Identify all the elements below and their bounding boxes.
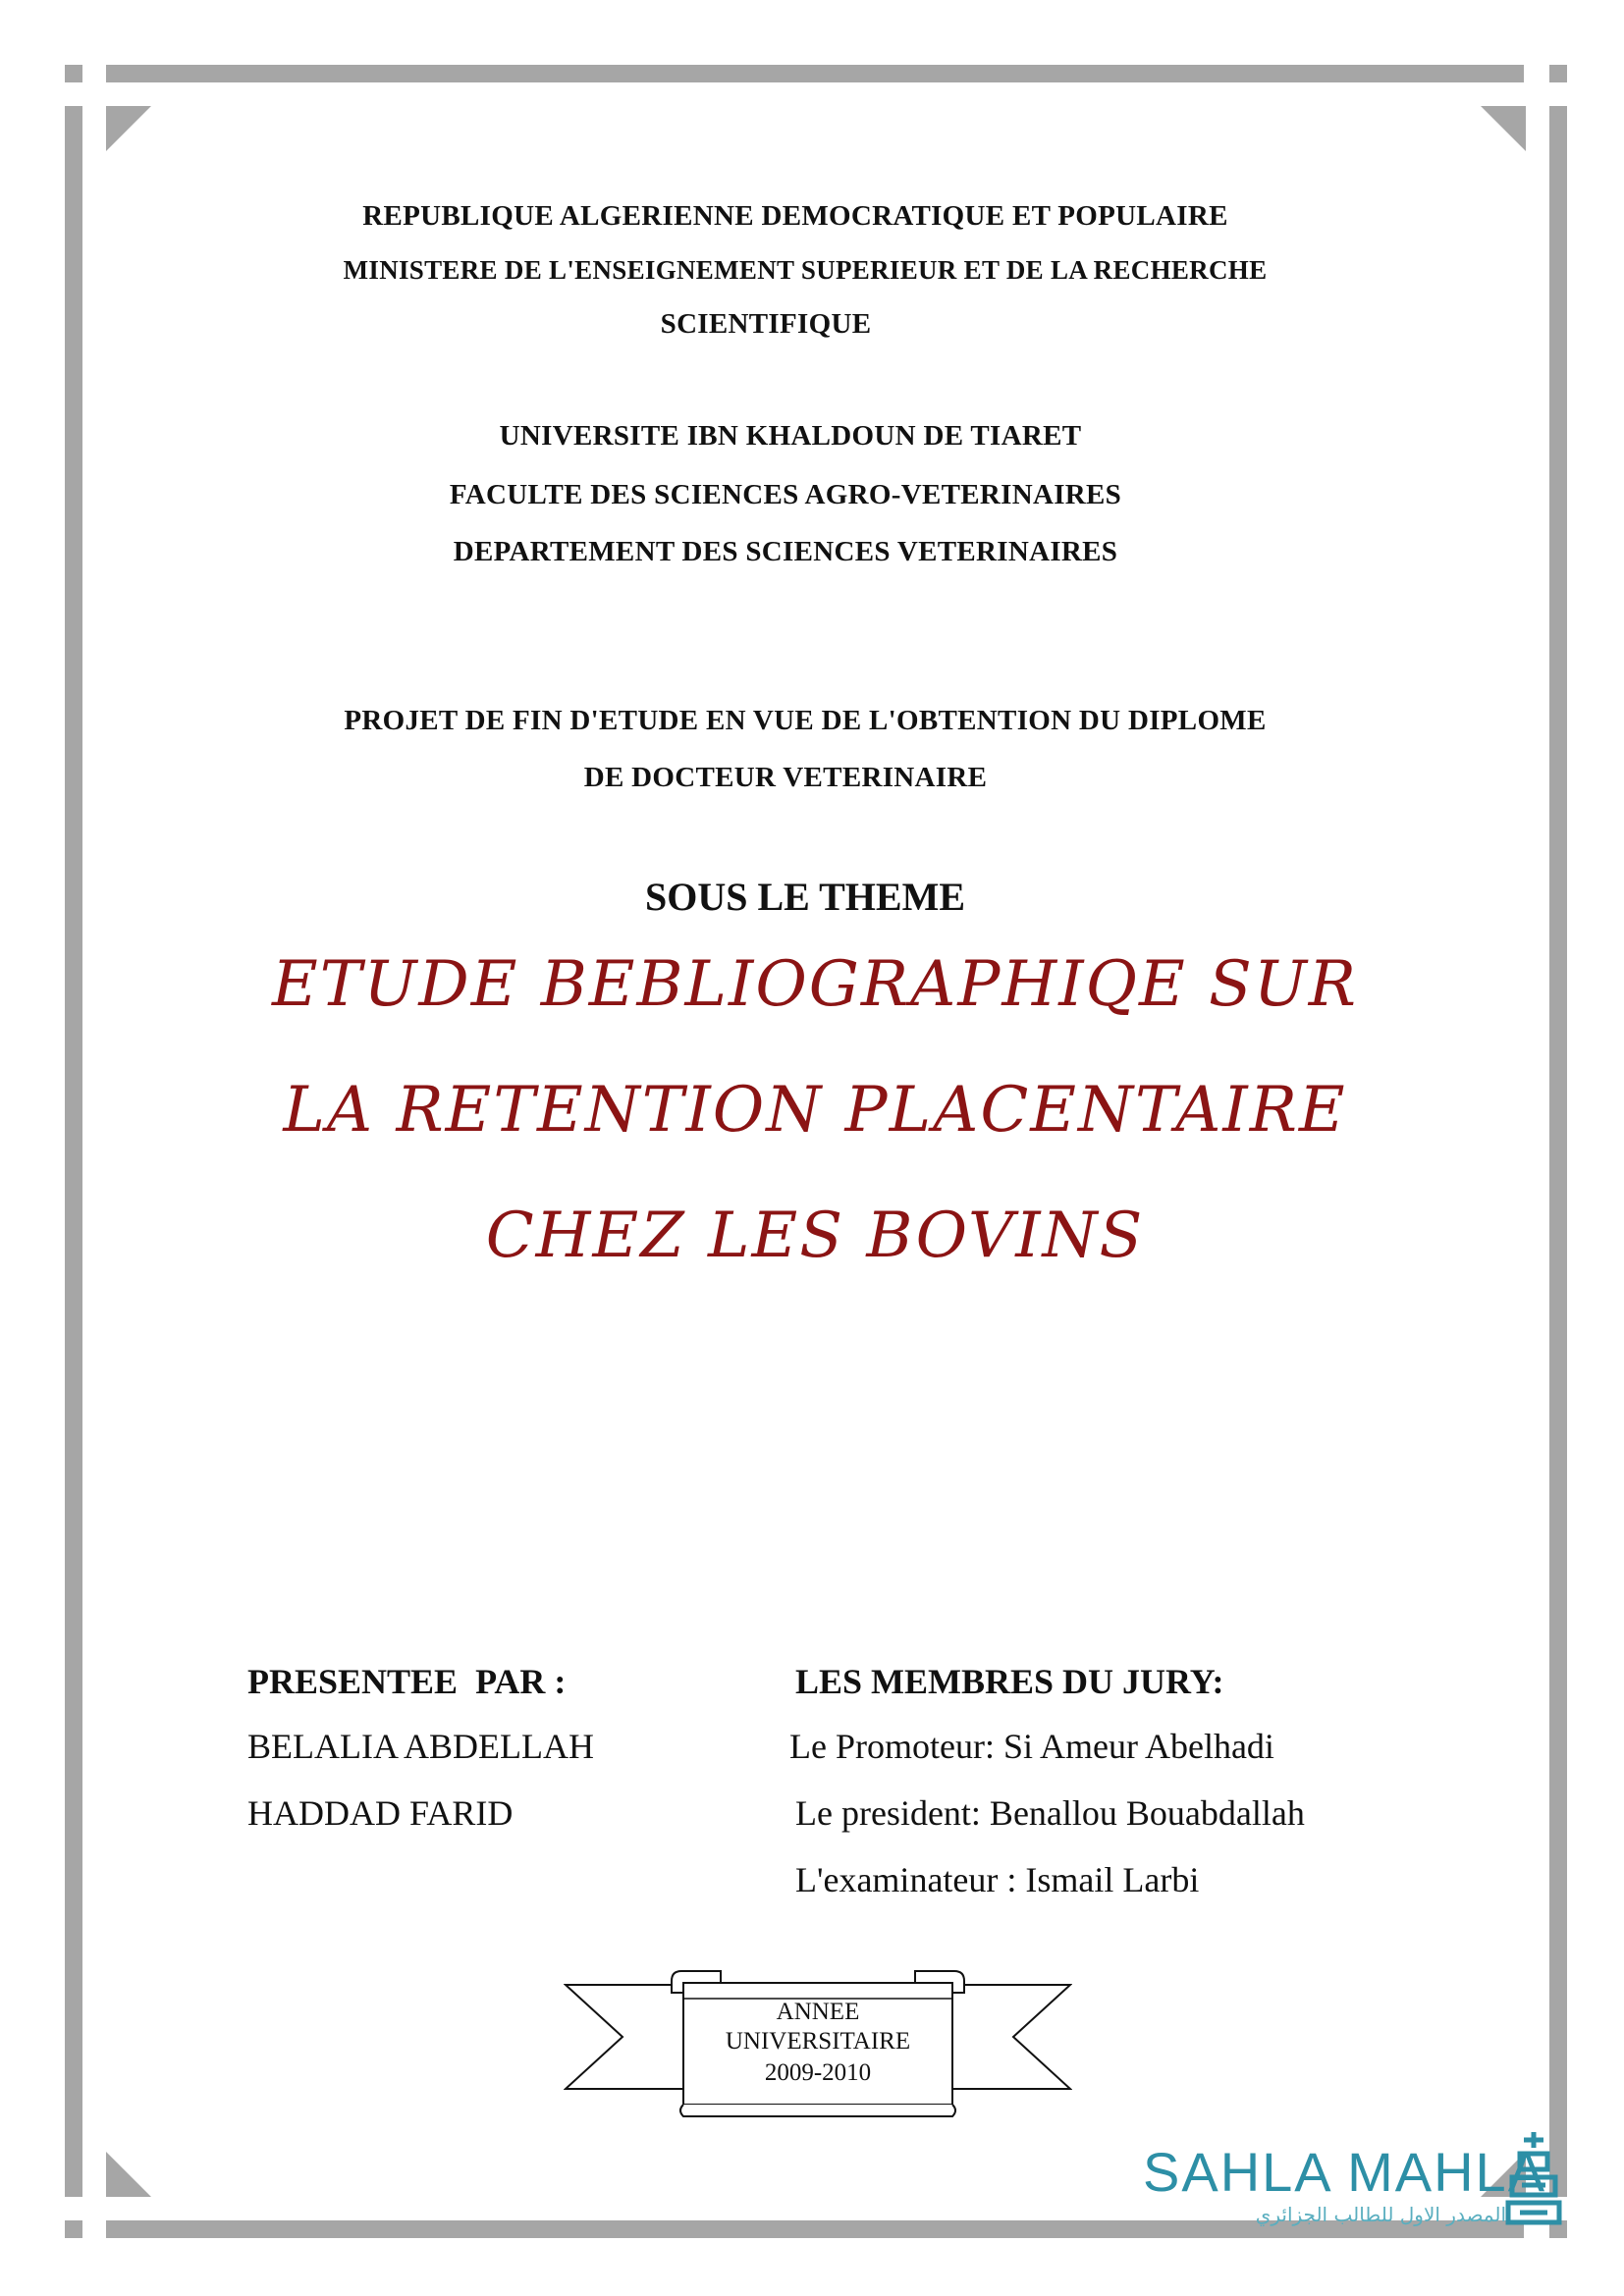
year-banner-line2: UNIVERSITAIRE — [725, 2028, 911, 2055]
jury-member: Le president: Benallou Bouabdallah — [795, 1793, 1305, 1833]
jury-member: Le Promoteur: Si Ameur Abelhadi — [789, 1727, 1274, 1766]
frame-corner-bl — [65, 2220, 82, 2238]
watermark-emblem-icon — [1502, 2128, 1565, 2226]
student-name: HADDAD FARID — [247, 1793, 514, 1833]
frame-left — [65, 106, 82, 2197]
watermark-name: SAHLA MAHLA — [1143, 2141, 1547, 2203]
header-ministry-line1: MINISTERE DE L'ENSEIGNEMENT SUPERIEUR ET DE LA RECHERCHE — [343, 255, 1268, 285]
year-banner-line1: ANNEE — [776, 1999, 860, 2025]
header-faculty: FACULTE DES SCIENCES AGRO-VETERINAIRES — [449, 479, 1122, 510]
jury-label: LES MEMBRES DU JURY: — [795, 1662, 1224, 1701]
theme-title-line2: LA RETENTION PLACENTAIRE — [283, 1074, 1347, 1147]
presented-label: PRESENTEE PAR : — [247, 1662, 567, 1701]
frame-right — [1549, 106, 1567, 2197]
header-department: DEPARTEMENT DES SCIENCES VETERINAIRES — [453, 536, 1118, 567]
project-line2: DE DOCTEUR VETERINAIRE — [583, 762, 988, 793]
frame-top — [106, 65, 1524, 82]
header-ministry-line2: SCIENTIFIQUE — [660, 308, 872, 340]
theme-title-line3: CHEZ LES BOVINS — [485, 1200, 1145, 1272]
jury-member: L'examinateur : Ismail Larbi — [795, 1860, 1200, 1899]
project-line1: PROJET DE FIN D'ETUDE EN VUE DE L'OBTENTION DU DIPLOME — [344, 705, 1267, 736]
student-name: BELALIA ABDELLAH — [247, 1727, 594, 1766]
header-university: UNIVERSITE IBN KHALDOUN DE TIARET — [499, 420, 1082, 452]
frame-corner-tl — [65, 65, 82, 82]
header-republic: REPUBLIQUE ALGERIENNE DEMOCRATIQUE ET POPULAIRE — [362, 200, 1228, 232]
frame-corner-tr — [1549, 65, 1567, 82]
theme-label: SOUS LE THEME — [644, 875, 966, 919]
frame-triangle-bl — [106, 2152, 151, 2197]
watermark-tagline: المصدر الاول للطالب الجزائري — [1255, 2203, 1506, 2226]
frame-triangle-tl — [106, 106, 151, 151]
theme-title-line1: ETUDE BEBLIOGRAPHIQE SUR — [272, 948, 1358, 1021]
year-banner-line3: 2009-2010 — [764, 2059, 872, 2086]
frame-triangle-tr — [1481, 106, 1526, 151]
